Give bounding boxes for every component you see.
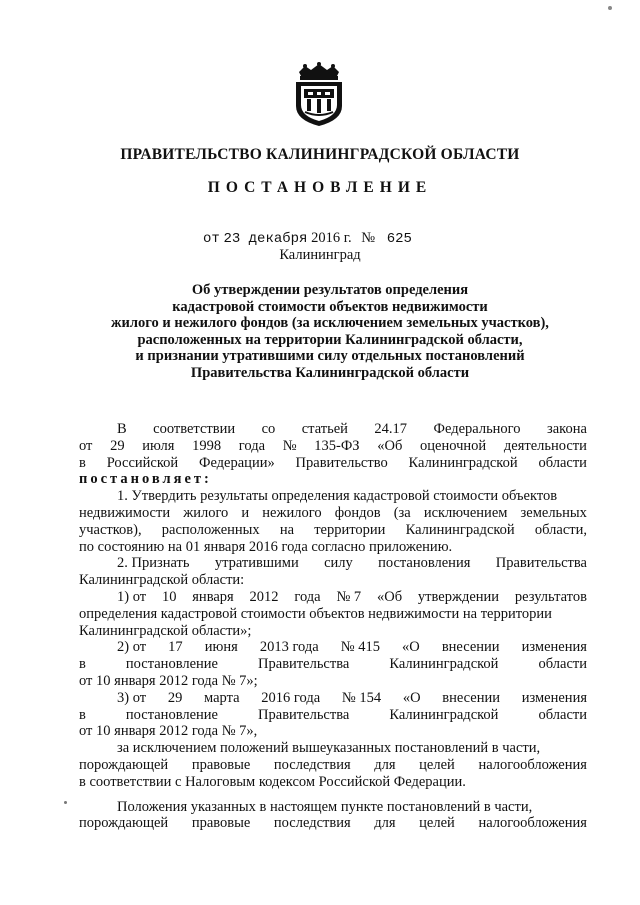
coat-of-arms-icon xyxy=(291,62,347,128)
word: 2013 года xyxy=(259,639,319,656)
word: 2. Признать xyxy=(117,555,190,572)
word: 29 xyxy=(110,437,125,454)
body-line xyxy=(79,455,587,472)
word: января xyxy=(192,588,234,605)
word: Правительство xyxy=(295,454,388,471)
word: недвижимости xyxy=(79,504,171,521)
subject-line: жилого и нежилого фондов (за исключением земельных участков), xyxy=(111,315,549,332)
word: последствия xyxy=(273,815,351,832)
word: постановления xyxy=(378,555,471,572)
word: для xyxy=(374,756,396,773)
word: изменения xyxy=(521,639,587,656)
word: 17 xyxy=(168,639,183,656)
word: расположенных xyxy=(161,521,260,538)
body-line xyxy=(79,757,587,774)
word: постановление xyxy=(125,706,218,723)
word: 3) от xyxy=(117,689,147,706)
word: области xyxy=(538,656,587,673)
word: 10 xyxy=(161,588,177,605)
word: 24.17 xyxy=(374,421,408,437)
scan-speck xyxy=(608,6,612,10)
body-line: от 10 января 2012 года № 7», xyxy=(79,723,258,740)
word: изменения xyxy=(521,689,587,706)
word: правовые xyxy=(191,756,251,773)
word: Правительства xyxy=(495,555,587,572)
word: области xyxy=(538,454,587,471)
word: правовые xyxy=(191,815,251,832)
body-line xyxy=(79,707,587,724)
word: № xyxy=(282,437,297,454)
word: № 415 xyxy=(340,639,380,656)
number-sign: № xyxy=(361,230,376,246)
word: внесении xyxy=(441,639,500,656)
organization-title: ПРАВИТЕЛЬСТВО КАЛИНИНГРАДСКОЙ ОБЛАСТИ xyxy=(120,146,520,163)
word: Правительства xyxy=(258,706,350,723)
word: Правительства xyxy=(258,656,350,673)
word: закона xyxy=(547,421,587,437)
word: налогообложения xyxy=(478,815,587,832)
resolves-keyword: постановляет: xyxy=(79,471,212,488)
subject-line: и признании утратившими силу отдельных постановлений xyxy=(135,348,525,365)
body-line xyxy=(79,438,587,455)
word: жилого xyxy=(183,504,229,521)
word: исключением xyxy=(423,504,508,521)
document-body xyxy=(79,421,587,832)
word: постановление xyxy=(125,656,218,673)
body-line xyxy=(79,815,587,832)
word: в xyxy=(79,454,86,471)
word: области, xyxy=(534,521,587,538)
paragraph-gap xyxy=(79,791,587,799)
word: порождающей xyxy=(79,815,169,832)
document-type: ПОСТАНОВЛЕНИЕ xyxy=(207,179,433,196)
word: целей xyxy=(419,756,455,773)
word: июля xyxy=(142,437,175,454)
word: Калининградской xyxy=(389,706,499,723)
word: области xyxy=(538,706,587,723)
word: Калининградской xyxy=(405,521,515,538)
document-number: 625 xyxy=(386,231,412,247)
date-line xyxy=(203,230,412,247)
subject-line: кадастровой стоимости объектов недвижимости xyxy=(172,298,488,315)
word: от xyxy=(79,437,93,454)
word: в xyxy=(79,706,86,723)
body-line: от 10 января 2012 года № 7»; xyxy=(79,672,258,689)
word: «О xyxy=(402,639,420,656)
word: года xyxy=(294,588,321,605)
word: территории xyxy=(314,521,386,538)
word: марта xyxy=(204,689,240,706)
date-year: 2016 г. xyxy=(311,230,352,246)
word: № 7 xyxy=(336,588,362,605)
body-line xyxy=(79,589,587,606)
word: на xyxy=(279,521,295,538)
word: Российской xyxy=(106,454,179,471)
body-line: Калининградской области»; xyxy=(79,622,252,639)
word: (за xyxy=(393,504,411,521)
word: утратившими xyxy=(214,555,299,572)
word: нежилого xyxy=(262,504,322,521)
word: и xyxy=(241,504,250,521)
word: 2012 xyxy=(249,588,279,605)
body-line xyxy=(79,555,587,572)
word: «О xyxy=(402,689,421,706)
body-line: определения кадастровой стоимости объектов недвижимости на территории xyxy=(79,605,552,622)
document-subject xyxy=(90,282,570,382)
word: утверждении xyxy=(417,588,500,605)
word: земельных xyxy=(520,504,587,521)
word: июня xyxy=(204,639,238,656)
word: налогообложения xyxy=(478,756,587,773)
body-line: Положения указанных в настоящем пункте постановлений в части, xyxy=(117,798,533,815)
word: «Об xyxy=(377,437,403,454)
word: силу xyxy=(324,555,353,572)
word: оценочной xyxy=(420,437,487,454)
date-day-month: 23 декабря xyxy=(223,231,308,247)
word: № 154 xyxy=(341,689,382,706)
word: фондов xyxy=(334,504,381,521)
word: «Об xyxy=(376,588,403,605)
body-line xyxy=(79,639,587,656)
word: 1998 xyxy=(192,437,222,454)
word: Федерального xyxy=(433,421,521,437)
word: для xyxy=(374,815,396,832)
subject-line: Правительства Калининградской области xyxy=(190,364,470,381)
word: участков), xyxy=(79,521,142,538)
body-line: Калининградской области: xyxy=(79,572,245,589)
word: В xyxy=(117,421,127,437)
scan-speck xyxy=(64,801,67,804)
word: 29 xyxy=(167,689,183,706)
word: со xyxy=(261,421,276,437)
body-line: 1. Утвердить результаты определения кадастровой стоимости объектов xyxy=(117,488,558,505)
word: внесении xyxy=(442,689,500,706)
word: целей xyxy=(419,815,455,832)
body-line: по состоянию на 01 января 2016 года согласно приложению. xyxy=(79,538,453,555)
body-line xyxy=(79,656,587,673)
word: порождающей xyxy=(79,756,169,773)
date-prefix: от xyxy=(203,231,220,247)
word: Калининградской xyxy=(389,656,499,673)
subject-line: Об утверждении результатов определения xyxy=(191,282,469,298)
word: соответствии xyxy=(153,421,236,437)
word: 2) от xyxy=(117,639,147,656)
word: 1) от xyxy=(117,588,147,605)
word: 2016 года xyxy=(261,689,321,706)
word: в xyxy=(79,656,86,673)
body-line xyxy=(79,690,587,707)
word: Федерации» xyxy=(198,454,275,471)
body-line: в соответствии с Налоговым кодексом Российской Федерации. xyxy=(79,773,466,790)
word: года xyxy=(238,437,266,454)
word: Калининградской xyxy=(408,454,518,471)
word: последствия xyxy=(273,756,351,773)
word: результатов xyxy=(514,588,587,605)
word: статьей xyxy=(301,421,348,437)
body-line: за исключением положений вышеуказанных постановлений в части, xyxy=(117,740,541,757)
body-line xyxy=(79,522,587,539)
city: Калининград xyxy=(279,247,361,263)
body-line xyxy=(79,505,587,522)
word: 135-ФЗ xyxy=(314,437,360,454)
body-line xyxy=(79,421,587,438)
subject-line: расположенных на территории Калининградской области, xyxy=(137,331,523,348)
word: деятельности xyxy=(503,437,587,454)
